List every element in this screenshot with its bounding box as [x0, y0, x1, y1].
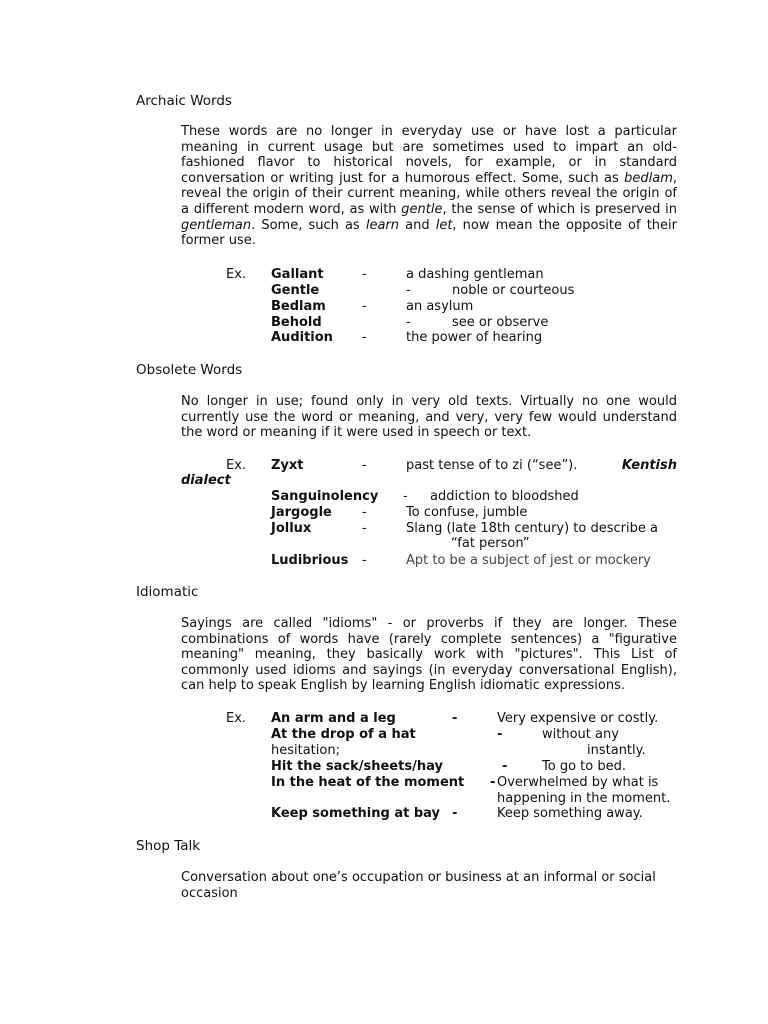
paragraph-archaic	[181, 124, 677, 249]
example-word: Sanguinolency	[271, 489, 379, 504]
example-dash: -	[362, 267, 367, 282]
example-definition: an asylum	[406, 299, 474, 314]
example-dash: -	[362, 505, 367, 520]
example-dash: -	[362, 299, 367, 314]
italic-term: gentle	[401, 201, 443, 217]
example-dash: -	[362, 330, 367, 345]
example-word: Gallant	[271, 267, 324, 282]
example-dash: -	[362, 521, 367, 536]
example-definition: noble or courteous	[452, 283, 575, 298]
italic-term: learn	[365, 217, 399, 233]
section-heading-archaic: Archaic Words	[136, 93, 232, 109]
section-heading-shoptalk: Shop Talk	[136, 838, 201, 854]
dialect-note: dialect	[181, 473, 231, 488]
example-dash: -	[406, 315, 411, 330]
example-label: Ex.	[226, 711, 247, 726]
para-text: , now mean the opposite of their former use.	[181, 217, 677, 249]
para-text: These words are no longer in everyday use or have lost a particular meaning in current usage but are sometimes used to impart an old-fashioned flavor to historical novels, for example, or in standard conversation or writing just for a humorous effect. Some, such as	[181, 124, 677, 186]
italic-term: bedlam	[624, 170, 673, 186]
example-definition: without any	[542, 727, 619, 742]
example-word: In the heat of the moment	[271, 775, 465, 790]
example-dash: -	[362, 458, 367, 473]
section-heading-obsolete: Obsolete Words	[136, 362, 243, 378]
example-definition: To go to bed.	[542, 759, 626, 774]
example-definition-cont: happening in the moment.	[497, 791, 671, 806]
example-word: Bedlam	[271, 299, 326, 314]
dialect-note: Kentish	[621, 458, 677, 473]
paragraph-shoptalk: Conversation about one’s occupation or business at an informal or social occasion	[181, 870, 656, 901]
example-definition	[406, 458, 677, 474]
example-dash: -	[452, 711, 458, 726]
example-word: An arm and a leg	[271, 711, 396, 726]
definition-text: past tense of to zi (“see”).	[406, 458, 578, 473]
example-label: Ex.	[226, 267, 247, 282]
para-text: , reveal the origin of their current meaning, while others reveal the origin of a different modern word, as with	[181, 170, 677, 217]
example-definition-cont: “fat person”	[451, 536, 530, 551]
italic-term: let	[435, 217, 453, 233]
example-definition-cont: hesitation;	[271, 743, 340, 758]
example-word: Hit the sack/sheets/hay	[271, 759, 443, 774]
example-dash: -	[497, 727, 503, 742]
para-text: . Some, such as	[251, 217, 366, 233]
paragraph-obsolete: No longer in use; found only in very old texts. Virtually no one would currently use the word or meaning, and very, very few would understand the word or meaning if it were used in speech or text.	[181, 394, 677, 441]
example-word: Keep something at bay	[271, 806, 441, 821]
example-word: Jollux	[271, 521, 312, 536]
example-definition: Keep something away.	[497, 806, 643, 821]
example-definition: addiction to bloodshed	[430, 489, 579, 504]
example-definition: see or observe	[452, 315, 549, 330]
para-text: and	[399, 217, 436, 233]
paragraph-idiomatic: Sayings are called "idioms" - or proverbs if they are longer. These combinations of words have (rarely complete sentences) a "figurative meaning" meaning, they basically work with "pictures". This List of commonly used idioms and sayings (in everyday conversational English), can help to speak English by learning English idiomatic expressions.	[181, 616, 677, 694]
example-definition: a dashing gentleman	[406, 267, 544, 282]
para-text: , the sense of which is preserved in	[442, 201, 677, 217]
example-definition: Slang (late 18th century) to describe a	[406, 521, 658, 536]
example-word: Gentle	[271, 283, 320, 298]
example-word: Ludibrious	[271, 553, 349, 568]
example-word: Audition	[271, 330, 333, 345]
section-heading-idiomatic: Idiomatic	[136, 584, 199, 600]
example-word: Behold	[271, 315, 322, 330]
example-label: Ex.	[226, 458, 247, 473]
example-definition-cont: instantly.	[587, 743, 646, 758]
example-definition: Apt to be a subject of jest or mockery	[406, 553, 651, 568]
example-definition: Overwhelmed by what is	[497, 775, 659, 790]
example-dash: -	[502, 759, 508, 774]
example-definition: To confuse, jumble	[406, 505, 528, 520]
example-word: At the drop of a hat	[271, 727, 416, 742]
example-word: Jargogle	[271, 505, 332, 520]
example-definition: Very expensive or costly.	[497, 711, 659, 726]
italic-term: gentleman	[181, 217, 252, 233]
example-dash: -	[406, 283, 411, 298]
example-word: Zyxt	[271, 458, 304, 473]
example-dash: -	[403, 489, 408, 504]
example-definition: the power of hearing	[406, 330, 543, 345]
example-dash: -	[452, 806, 458, 821]
example-dash: -	[490, 775, 496, 790]
example-dash: -	[362, 553, 367, 568]
